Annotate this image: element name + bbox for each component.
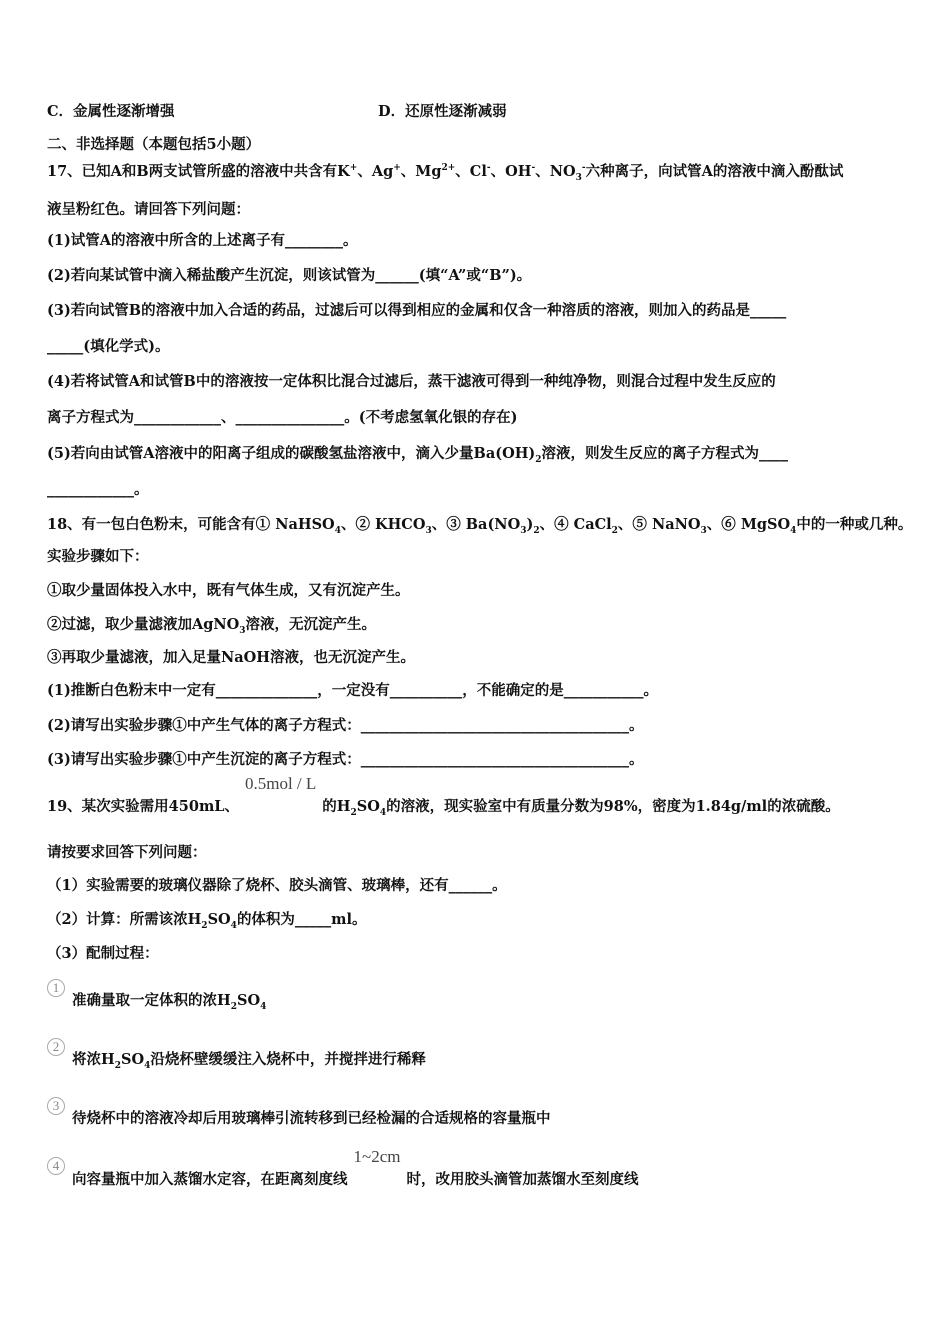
text-sub: 2 [201,920,208,931]
text-segment: ____________。 [47,481,149,498]
text-sub: 2 [533,525,540,536]
text-segment: SO [120,1051,145,1068]
q18-part-3 [47,751,644,769]
step-number-circle: 1 [47,979,65,997]
text-segment: ②过滤，取少量滤液加AgNO [47,616,240,633]
text-sub: 3 [425,525,432,536]
text-segment: (3)若向试管B的溶液中加入合适的药品，过滤后可以得到相应的金属和仅含一种溶质的溶液，则加入的药品是_____ [47,302,787,319]
section-heading [47,136,260,154]
step-number-circle: 3 [47,1097,65,1115]
text-segment: 中的一种或几种。 [796,516,913,533]
text-segment: 、Cl [455,163,487,180]
text-sub: 4 [790,525,797,536]
text-sub: 4 [260,1001,267,1012]
prep-step [72,1051,426,1069]
text-segment: （2）计算：所需该浓H [47,911,202,928]
text-segment: 、④ CaCl [539,516,612,533]
text-sub: 3 [520,525,527,536]
text-sub: 3 [700,525,707,536]
q17-stem-1 [47,163,843,181]
text-segment: 、Ag [357,163,394,180]
q17-part-5b [47,481,149,499]
text-sub: 2 [350,807,357,818]
text-sub: 4 [144,1060,151,1071]
q17-part-1 [47,232,358,250]
text-segment: ①取少量固体投入水中，既有气体生成，又有沉淀产生。 [47,582,410,599]
q18-step-1 [47,582,410,600]
text-segment: (1)试管A的溶液中所含的上述离子有________。 [47,232,358,249]
q18-stem-2 [47,548,149,566]
text-segment: （3）配制过程： [47,945,159,962]
q17-part-3b [47,338,169,356]
text-segment: 溶液，则发生反应的离子方程式为____ [541,445,789,462]
text-sup: - [531,163,536,174]
text-segment: SO [207,911,231,928]
text-sub: 4 [230,920,237,931]
text-segment: SO [356,798,380,815]
q17-part-5a [47,445,788,463]
text-raised: 1~2cm [353,1147,401,1166]
text-segment: 时，改用胶头滴管加蒸馏水至刻度线 [406,1171,639,1188]
text-sup: + [349,163,358,174]
prep-step [72,1110,551,1128]
option-d: D．还原性逐渐减弱 [378,103,507,120]
text-segment: 沿烧杯壁缓缓注入烧杯中，并搅拌进行稀释 [150,1051,426,1068]
q19-stem-2 [47,844,207,862]
q18-step-3 [47,649,415,667]
text-segment: _____(填化学式)。 [47,338,170,355]
text-segment: 溶液，无沉淀产生。 [245,616,377,633]
text-segment: 17、已知A和B两支试管所盛的溶液中共含有K [47,163,350,180]
text-segment: 、⑤ NaNO [617,516,701,533]
text-segment: 、⑥ MgSO [706,516,791,533]
q19-part-2 [47,911,367,929]
text-segment: 实验步骤如下： [47,548,149,565]
q17-part-4a [47,373,776,391]
text-sub: 4 [334,525,341,536]
text-raised: 0.5mol / L [244,774,317,793]
text-segment: 二、非选择题（本题包括5小题） [47,136,261,153]
text-segment: (2)请写出实验步骤①中产生气体的离子方程式：_____________________________________。 [47,717,644,734]
q18-part-1 [47,682,658,700]
text-sub: 2 [114,1060,121,1071]
option-c: C．金属性逐渐增强 [47,103,175,120]
text-sup: 2+ [441,163,456,174]
text-segment: 、Mg [400,163,442,180]
text-segment: 19、某次实验需用450mL、 [47,798,239,815]
q17-stem-2 [47,201,250,219]
text-segment: 准确量取一定体积的浓H [72,992,231,1009]
prep-step [72,992,266,1010]
q18-part-2 [47,717,644,735]
text-segment: ③再取少量滤液，加入足量NaOH溶液，也无沉淀产生。 [47,649,415,666]
text-segment: (5)若向由试管A溶液中的阳离子组成的碳酸氢盐溶液中，滴入少量Ba(OH) [47,445,536,462]
text-segment: (4)若将试管A和试管B中的溶液按一定体积比混合过滤后，蒸干滤液可得到一种纯净物，则混合过程中发生反应的 [47,373,776,390]
text-segment: 液呈粉红色。请回答下列问题： [47,201,250,218]
q18-stem-1 [47,516,912,534]
q17-part-3a [47,302,786,320]
text-segment: 离子方程式为____________、_______________。(不考虑氢氧化银的存在) [47,409,518,426]
text-sub: 2 [535,454,542,465]
text-segment: 的体积为_____ml。 [236,911,367,928]
q19-part-1 [47,877,507,895]
q19-stem-1 [47,774,840,818]
text-segment: ) [526,516,534,533]
text-segment: 的H [322,798,351,815]
text-segment: 、③ Ba(NO [431,516,521,533]
text-segment: 、NO [535,163,576,180]
text-segment: (1)推断白色粉末中一定有______________，一定没有__________，不能确定的是___________。 [47,682,659,699]
text-sub: 4 [379,807,387,818]
text-segment: 、② KHCO [340,516,426,533]
text-segment: 请按要求回答下列问题： [47,844,207,861]
q17-part-4b [47,409,517,427]
text-sub: 2 [230,1001,237,1012]
q19-part-3 [47,945,159,963]
text-segment: 将浓H [72,1051,115,1068]
text-segment: 、OH [490,163,532,180]
step-number-circle: 4 [47,1157,65,1175]
text-segment: 待烧杯中的溶液冷却后用玻璃棒引流转移到已经检漏的合适规格的容量瓶中 [72,1110,551,1127]
text-segment: SO [236,992,261,1009]
text-sup: - [486,163,491,174]
q18-step-2 [47,616,376,634]
text-sup: + [393,163,401,174]
text-segment: 六种离子，向试管A的溶液中滴入酚酞试 [585,163,844,180]
text-sub: 3 [239,625,246,636]
text-sub: 3 [575,172,582,183]
text-segment: (3)请写出实验步骤①中产生沉淀的离子方程式：_____________________________________。 [47,751,644,768]
step-number-circle: 2 [47,1038,65,1056]
text-sup: - [581,163,586,174]
prep-step [72,1147,639,1189]
text-segment: 的溶液，现实验室中有质量分数为98%，密度为1.84g/ml的浓硫酸。 [386,798,840,815]
text-segment: （1）实验需要的玻璃仪器除了烧杯、胶头滴管、玻璃棒，还有______。 [47,877,507,894]
text-segment: (2)若向某试管中滴入稀盐酸产生沉淀，则该试管为______(填“A”或“B”)。 [47,267,532,284]
text-segment: 18、有一包白色粉末，可能含有① NaHSO [47,516,335,533]
q17-part-2 [47,267,531,285]
text-segment: 向容量瓶中加入蒸馏水定容，在距离刻度线 [72,1171,348,1188]
text-sub: 2 [611,525,618,536]
